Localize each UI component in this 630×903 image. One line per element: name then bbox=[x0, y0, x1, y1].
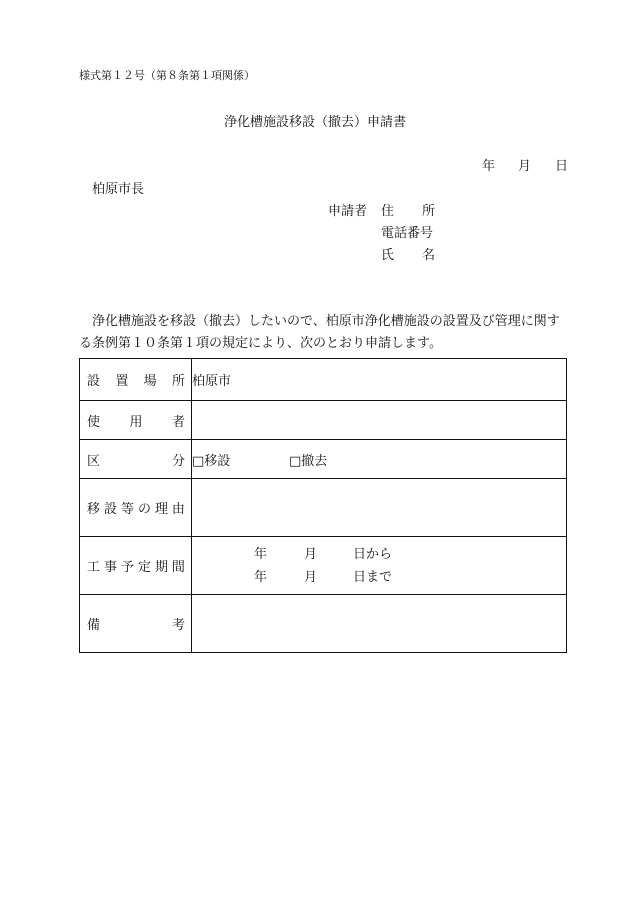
label-remarks bbox=[80, 595, 192, 653]
label-char: 予 bbox=[120, 560, 134, 575]
name-char-1: 氏 bbox=[381, 248, 395, 263]
construction-period-value[interactable] bbox=[192, 537, 567, 595]
period-start-day: 日から bbox=[353, 546, 393, 562]
label-char: の bbox=[137, 502, 151, 517]
row-construction-period bbox=[80, 537, 567, 595]
applicant-phone-label: 電話番号 bbox=[381, 226, 434, 241]
reason-value[interactable] bbox=[192, 479, 567, 537]
category-value bbox=[192, 440, 567, 479]
period-start-year: 年 bbox=[254, 546, 268, 562]
label-char: 期 bbox=[154, 560, 168, 575]
row-installation-location bbox=[80, 359, 567, 401]
row-reason bbox=[80, 479, 567, 537]
label-char: 工 bbox=[87, 560, 101, 575]
label-char: 備 bbox=[87, 618, 101, 633]
label-char: 使 bbox=[87, 414, 101, 430]
label-char: 所 bbox=[171, 374, 185, 389]
label-char: 用 bbox=[129, 414, 143, 430]
period-end-month: 月 bbox=[304, 569, 318, 585]
label-char: 間 bbox=[171, 560, 185, 575]
document-title: 浄化槽施設移設（撤去）申請書 bbox=[223, 115, 406, 130]
row-remarks bbox=[80, 595, 567, 653]
spread-label bbox=[80, 556, 191, 575]
installation-location-value[interactable]: 柏原市 bbox=[192, 359, 567, 401]
spread-label bbox=[80, 370, 191, 389]
applicant-address-label bbox=[381, 200, 435, 219]
application-statement: 浄化槽施設を移設（撤去）したいので、柏原市浄化槽施設の設置及び管理に関する条例第１０条第１項の規定により、次のとおり申請します。 bbox=[79, 314, 560, 351]
option-relocation-checkbox[interactable]: □移設 bbox=[192, 453, 231, 469]
label-char: 設 bbox=[87, 374, 101, 389]
label-user bbox=[80, 401, 192, 440]
period-start bbox=[192, 543, 566, 566]
application-date bbox=[482, 155, 568, 174]
label-construction-period bbox=[80, 537, 192, 595]
address-char-1: 住 bbox=[381, 204, 395, 219]
form-number: 様式第１２号（第８条第１項関係） bbox=[79, 69, 255, 82]
date-month-label: 月 bbox=[518, 159, 532, 174]
spread-label bbox=[80, 498, 191, 517]
address-char-2: 所 bbox=[421, 204, 435, 219]
label-char: 考 bbox=[171, 618, 185, 633]
label-char: 定 bbox=[137, 560, 151, 575]
application-form-table bbox=[79, 358, 567, 653]
label-char: 者 bbox=[171, 414, 185, 430]
user-value[interactable] bbox=[192, 401, 567, 440]
label-char: 場 bbox=[143, 374, 157, 389]
period-end bbox=[192, 566, 566, 589]
remarks-value[interactable] bbox=[192, 595, 567, 653]
row-user bbox=[80, 401, 567, 440]
spread-label bbox=[80, 614, 191, 633]
spread-label bbox=[80, 450, 191, 469]
label-char: 理 bbox=[154, 502, 168, 517]
spread-label bbox=[80, 411, 191, 430]
label-char: 事 bbox=[103, 560, 117, 575]
label-char: 区 bbox=[87, 453, 101, 469]
date-year-label: 年 bbox=[482, 159, 496, 174]
addressee: 柏原市長 bbox=[92, 182, 145, 197]
label-char: 移 bbox=[87, 502, 101, 517]
label-char: 設 bbox=[103, 502, 117, 517]
applicant-label: 申請者 bbox=[328, 204, 368, 219]
period-start-month: 月 bbox=[304, 546, 318, 562]
option-removal-checkbox[interactable]: □撤去 bbox=[289, 453, 328, 469]
label-char: 等 bbox=[120, 502, 134, 517]
label-char: 由 bbox=[171, 502, 185, 517]
label-category bbox=[80, 440, 192, 479]
label-reason bbox=[80, 479, 192, 537]
row-category bbox=[80, 440, 567, 479]
period-end-year: 年 bbox=[254, 569, 268, 585]
applicant-name-label bbox=[381, 244, 435, 263]
period-end-day: 日まで bbox=[353, 569, 393, 585]
label-installation-location bbox=[80, 359, 192, 401]
label-char: 分 bbox=[171, 453, 185, 469]
label-char: 置 bbox=[115, 374, 129, 389]
date-day-label: 日 bbox=[555, 159, 569, 174]
name-char-2: 名 bbox=[421, 248, 435, 263]
